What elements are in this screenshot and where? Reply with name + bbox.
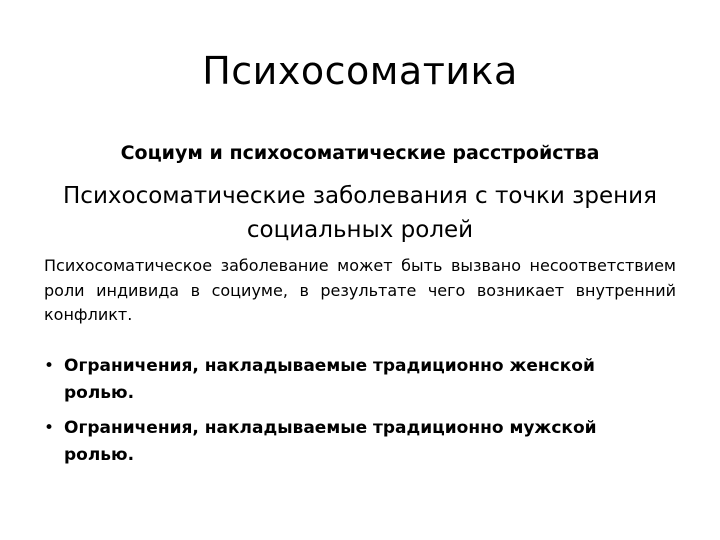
bullet-marker: • xyxy=(44,356,55,376)
bullet-text: Ограничения, накладываемые традиционно женской ролью. xyxy=(64,356,595,403)
bullet-list xyxy=(44,353,676,477)
list-item xyxy=(44,415,664,469)
slide-title: Психосоматика xyxy=(202,49,518,93)
body-paragraph: Психосоматическое заболевание может быть вызвано несоответствием роли индивида в социуме, в результате чего возникает внутренний конфликт. xyxy=(44,256,676,324)
bullet-text: Ограничения, накладываемые традиционно мужской ролью. xyxy=(64,418,597,465)
slide-subtitle: Социум и психосоматические расстройства xyxy=(120,142,600,164)
list-item xyxy=(44,353,664,407)
section-heading: Психосоматические заболевания с точки зрения социальных ролей xyxy=(63,183,657,243)
bullet-marker: • xyxy=(44,418,55,438)
